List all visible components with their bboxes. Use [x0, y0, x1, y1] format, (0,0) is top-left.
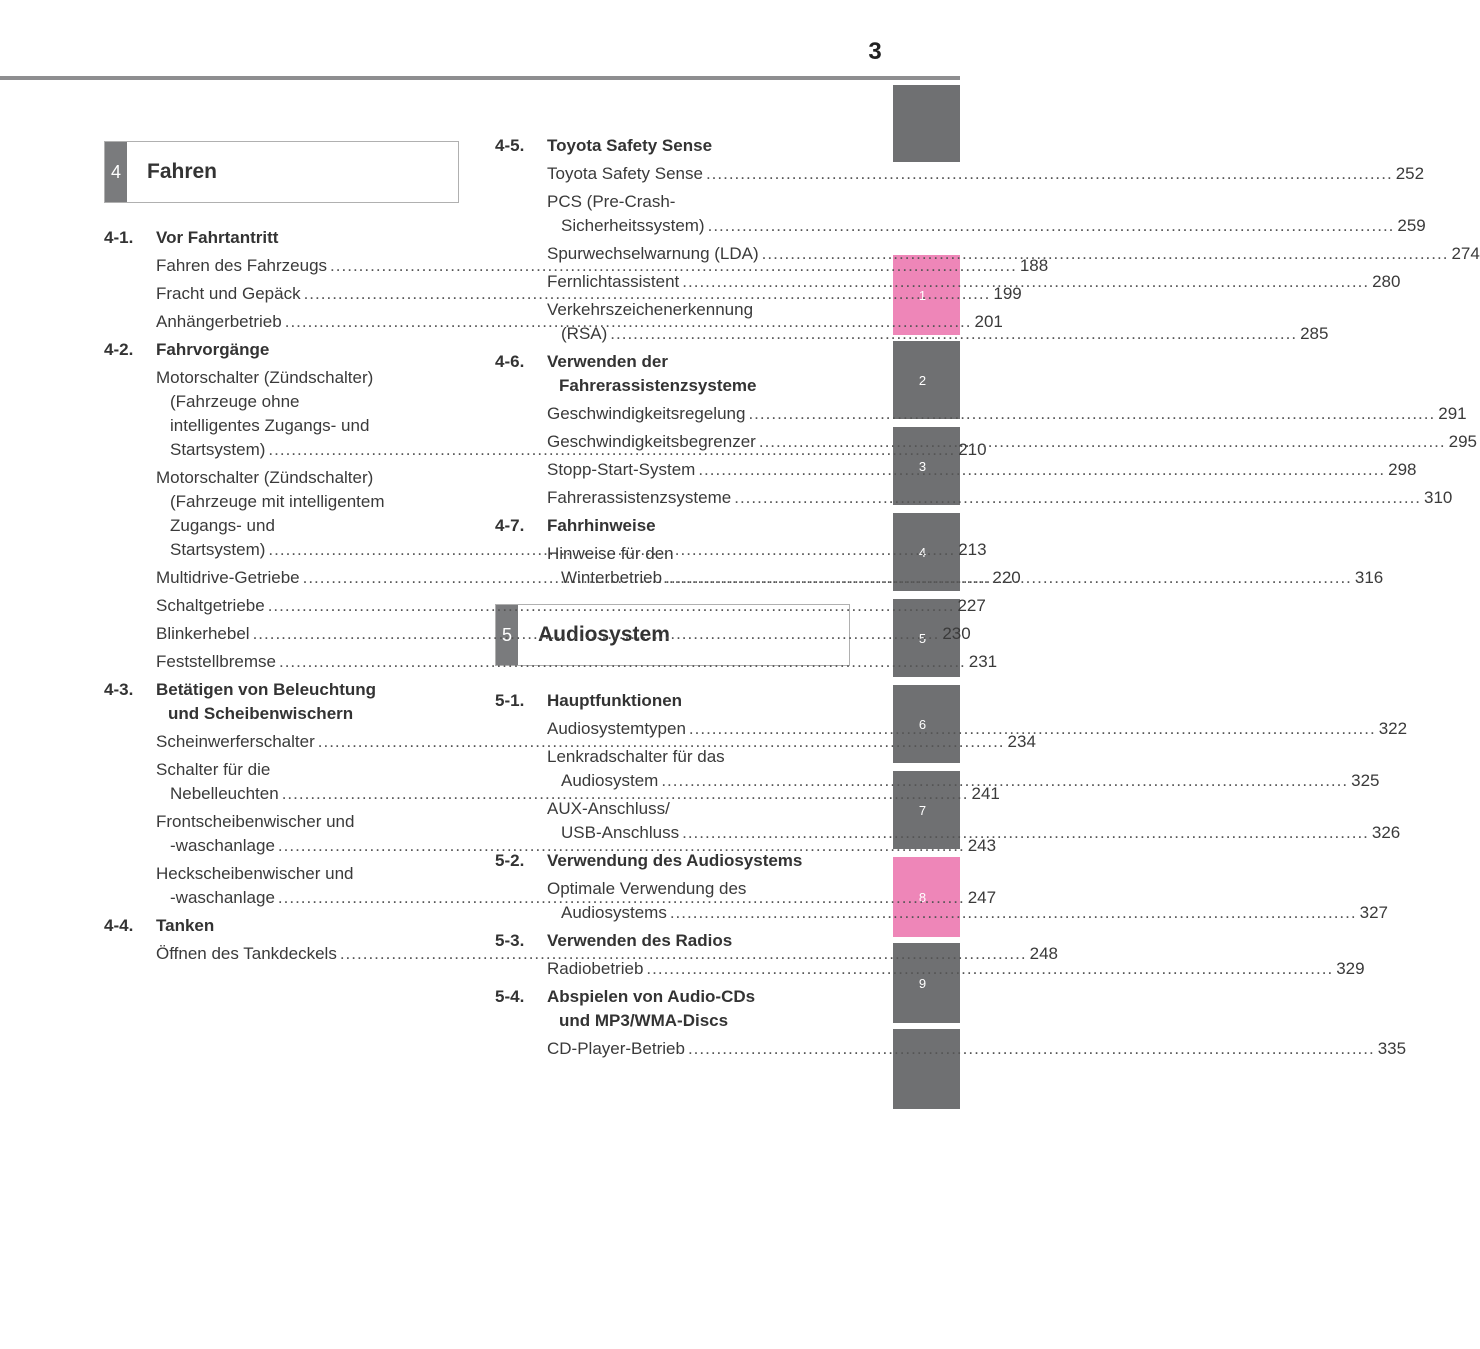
toc-page-number: 316	[1354, 568, 1384, 587]
toc-entry[interactable]	[547, 402, 1467, 426]
toc-section-number: 5-2.	[495, 851, 525, 870]
toc-page-number: 230	[942, 624, 971, 643]
page-number: 3	[868, 38, 882, 65]
toc-section-title-line: Vor Fahrtantritt	[156, 228, 279, 247]
toc-entry-text: Schalter für die	[156, 760, 271, 779]
chapter-4-title: Fahren	[147, 160, 218, 183]
toc-entry-text: Audiosystems	[561, 903, 667, 922]
toc-page-number: 285	[1300, 324, 1329, 343]
toc-section-title-line: Hauptfunktionen	[547, 691, 683, 710]
toc-section-title-line: Fahrerassistenzsysteme	[559, 376, 757, 395]
toc-section-number: 4-5.	[495, 136, 525, 155]
toc-entry-text: -waschanlage	[170, 836, 275, 855]
toc-entry[interactable]	[547, 797, 1401, 845]
dot-leader	[688, 1037, 1375, 1061]
toc-entry-text: Fernlichtassistent	[547, 272, 680, 291]
toc-page-number: 252	[1395, 164, 1425, 183]
toc-page-number: 291	[1438, 404, 1467, 423]
toc-entry-text: Frontscheibenwischer und	[156, 812, 355, 831]
toc-entry[interactable]	[547, 745, 1380, 793]
toc-section-title-line: und Scheibenwischern	[168, 704, 354, 723]
toc-entry-text: Optimale Verwendung des	[547, 879, 747, 898]
chapter-tab-label: 4	[918, 544, 927, 560]
toc-entry[interactable]	[547, 190, 1426, 238]
toc-entry-text: (Fahrzeuge ohne	[170, 392, 300, 411]
dot-leader	[748, 402, 1435, 426]
toc-page-number: 227	[957, 596, 986, 615]
toc-section-number: 4-3.	[104, 680, 134, 699]
toc-entry[interactable]	[156, 650, 998, 674]
toc-page-number: 247	[967, 888, 997, 907]
toc-section-number: 5-3.	[495, 931, 525, 950]
toc-entry-text: USB-Anschluss	[561, 823, 680, 842]
toc-entries	[547, 957, 1365, 981]
toc-entry-label	[156, 650, 997, 674]
toc-entry-label	[547, 877, 1388, 925]
toc-page-number: 259	[1397, 216, 1426, 235]
dot-leader	[762, 242, 1449, 266]
toc-entry[interactable]	[156, 730, 1036, 754]
dot-leader	[646, 957, 1333, 981]
toc-entry-text: Anhängerbetrieb	[156, 312, 282, 331]
toc-section-title-line: Abspielen von Audio-CDs	[547, 987, 756, 1006]
toc-section-number: 4-2.	[104, 340, 134, 359]
dot-leader	[253, 622, 940, 646]
toc-entry-text: Nebelleuchten	[170, 784, 279, 803]
toc-page-number: 234	[1007, 732, 1036, 751]
toc-section-title	[156, 914, 214, 938]
toc-entry-label	[547, 542, 1383, 590]
toc-section-title-line: Fahrvorgänge	[156, 340, 270, 359]
toc-page-number: 322	[1378, 719, 1408, 738]
chapter-5-number: 5	[496, 605, 518, 665]
toc-section-title-line: Verwenden der	[547, 352, 668, 371]
chapter-tab-label: 2	[918, 372, 927, 388]
toc-entry-text: Fracht und Gepäck	[156, 284, 301, 303]
toc-entry-text: Stopp-Start-System	[547, 460, 696, 479]
toc-entry-label	[547, 190, 1426, 238]
toc-entry-label	[547, 430, 1477, 454]
toc-entry-text: Hinweise für den	[547, 544, 674, 563]
toc-section-title-line: Verwendung des Audiosystems	[547, 851, 803, 870]
toc-page-number: 280	[1372, 272, 1401, 291]
toc-entry[interactable]	[547, 957, 1365, 981]
toc-page-number: 199	[993, 284, 1022, 303]
toc-entry-text: Radiobetrieb	[547, 959, 644, 978]
chapter-4-number: 4	[105, 142, 127, 202]
dot-leader	[682, 821, 1369, 845]
toc-entry-text: Verkehrszeichenerkennung	[547, 300, 754, 319]
header-rule	[0, 76, 960, 80]
chapter-tab-label: 1	[918, 287, 927, 303]
toc-entry-text: -waschanlage	[170, 888, 275, 907]
chapter-tab-label: 7	[918, 802, 927, 818]
toc-page-number: 241	[971, 784, 1000, 803]
toc-section-heading[interactable]	[104, 338, 446, 362]
toc-section	[495, 985, 1407, 1061]
chapter-tab-blank[interactable]	[893, 85, 960, 162]
toc-entry[interactable]	[547, 458, 1417, 482]
toc-section-number: 4-1.	[104, 228, 134, 247]
toc-entry-text: Schaltgetriebe	[156, 596, 265, 615]
toc-entry-text: Blinkerhebel	[156, 624, 250, 643]
toc-entry-label	[547, 402, 1467, 426]
toc-section-title	[547, 929, 732, 953]
toc-entry-text: (RSA)	[561, 324, 608, 343]
toc-section-heading[interactable]	[495, 350, 837, 398]
dot-leader	[661, 769, 1348, 793]
toc-entry-text: intelligentes Zugangs- und	[170, 416, 370, 435]
toc-section-title	[547, 350, 757, 398]
chapter-5-title: Audiosystem	[538, 623, 670, 646]
toc-entry[interactable]	[156, 254, 1049, 278]
toc-entry-text: CD-Player-Betrieb	[547, 1039, 685, 1058]
toc-entry-text: Winterbetrieb	[561, 568, 663, 587]
toc-section-title	[156, 338, 269, 362]
toc-entry-label	[547, 486, 1452, 510]
toc-page-number: 231	[968, 652, 998, 671]
toc-entry-label	[547, 957, 1365, 981]
dot-leader	[689, 717, 1376, 741]
dot-leader	[708, 214, 1395, 238]
toc-section-title	[156, 226, 278, 250]
toc-entry-text: Heckscheibenwischer und	[156, 864, 354, 883]
toc-section-number: 4-4.	[104, 916, 134, 935]
toc-section-title-line: Tanken	[156, 916, 215, 935]
toc-entry-text: Feststellbremse	[156, 652, 276, 671]
toc-entry[interactable]	[547, 1037, 1407, 1061]
toc-section-title	[547, 514, 656, 538]
toc-entry[interactable]	[547, 717, 1408, 741]
chapter-tab-label: 3	[918, 458, 927, 474]
toc-section-number: 5-4.	[495, 987, 525, 1006]
toc-entry-text: Scheinwerferschalter	[156, 732, 315, 751]
toc-entry-text: Geschwindigkeitsbegrenzer	[547, 432, 756, 451]
toc-entry-label	[547, 458, 1417, 482]
toc-entry-label	[547, 797, 1401, 845]
toc-entry[interactable]	[547, 162, 1425, 186]
toc-section-heading[interactable]	[104, 678, 446, 726]
toc-page-number: 335	[1377, 1039, 1407, 1058]
toc-entry-text: Spurwechselwarnung (LDA)	[547, 244, 759, 263]
toc-entry-label	[547, 1037, 1407, 1061]
toc-entries	[547, 1037, 1407, 1061]
toc-entry[interactable]	[156, 594, 986, 618]
chapter-tab-label: 8	[918, 889, 927, 905]
toc-page-number: 327	[1359, 903, 1388, 922]
toc-section-number: 5-1.	[495, 691, 525, 710]
toc-section-heading[interactable]	[495, 929, 837, 953]
toc-entry-label	[547, 298, 1328, 346]
toc-page-number: 213	[958, 540, 987, 559]
toc-page-number: 248	[1029, 944, 1058, 963]
toc-entry-text: Startsystem)	[170, 540, 266, 559]
toc-entry-text: Zugangs- und	[170, 516, 275, 535]
toc-entries	[156, 942, 1058, 966]
toc-entry-label	[156, 622, 971, 646]
toc-page-number: 326	[1371, 823, 1401, 842]
dot-leader	[682, 270, 1369, 294]
toc-entry-text: Motorschalter (Zündschalter)	[156, 468, 374, 487]
toc-entry-text: Motorschalter (Zündschalter)	[156, 368, 374, 387]
dot-leader	[665, 566, 1352, 590]
toc-section-title	[547, 689, 682, 713]
toc-page-number: 298	[1388, 460, 1417, 479]
toc-section-title	[547, 134, 712, 158]
chapter-tab-label: 6	[918, 716, 927, 732]
toc-entry-label	[547, 745, 1379, 793]
dot-leader	[759, 430, 1446, 454]
dot-leader	[698, 458, 1385, 482]
toc-page-number: 220	[992, 568, 1021, 587]
toc-page-number: 295	[1448, 432, 1477, 451]
toc-entry-text: PCS (Pre-Crash-	[547, 192, 676, 211]
toc-page-number: 329	[1336, 959, 1365, 978]
toc-section-title-line: Verwenden des Radios	[547, 931, 733, 950]
toc-page-number: 201	[974, 312, 1003, 331]
toc-section-title	[547, 849, 802, 873]
dot-leader	[610, 322, 1297, 346]
toc-entry-text: Audiosystem	[561, 771, 659, 790]
toc-entry-text: Sicherheitssystem)	[561, 216, 705, 235]
toc-entry-text: Öffnen des Tankdeckels	[156, 944, 337, 963]
toc-section-number: 4-7.	[495, 516, 525, 535]
toc-entry-text: Toyota Safety Sense	[547, 164, 703, 183]
toc-section-heading[interactable]	[495, 849, 837, 873]
toc-entry-text: Audiosystemtypen	[547, 719, 686, 738]
toc-page-number: 274	[1451, 244, 1480, 263]
dot-leader	[706, 162, 1393, 186]
toc-section-title-line: und MP3/WMA-Discs	[559, 1011, 729, 1030]
chapter-tab-label: 9	[918, 975, 927, 991]
toc-entry[interactable]	[547, 486, 1453, 510]
toc-section-heading[interactable]	[104, 914, 446, 938]
toc-page-number: 210	[958, 440, 987, 459]
toc-entry-label	[156, 594, 986, 618]
toc-page-number: 243	[967, 836, 997, 855]
toc-page-number: 325	[1351, 771, 1380, 790]
toc-entry-label	[547, 242, 1480, 266]
toc-section-title-line: Toyota Safety Sense	[547, 136, 713, 155]
dot-leader	[268, 594, 955, 618]
toc-section-heading[interactable]	[495, 514, 837, 538]
toc-entry[interactable]	[156, 942, 1058, 966]
toc-entry-label	[547, 717, 1407, 741]
toc-entry-text: Geschwindigkeitsregelung	[547, 404, 746, 423]
toc-entry-label	[547, 270, 1400, 294]
toc-section-title	[547, 985, 755, 1033]
toc-entry-text: Fahren des Fahrzeugs	[156, 256, 328, 275]
chapter-tab-label: 5	[918, 630, 927, 646]
toc-entry-text: Lenkradschalter für das	[547, 747, 725, 766]
toc-page-number: 310	[1424, 488, 1453, 507]
toc-entry[interactable]	[156, 282, 1022, 306]
toc-section-heading[interactable]	[495, 689, 837, 713]
toc-section-title-line: Fahrhinweise	[547, 516, 656, 535]
toc-page-number: 188	[1019, 256, 1049, 275]
toc-section-heading[interactable]	[495, 985, 837, 1033]
toc-entry-text: Multidrive-Getriebe	[156, 568, 300, 587]
toc-entry-text: Fahrerassistenzsysteme	[547, 488, 732, 507]
toc-entry-text: Startsystem)	[170, 440, 266, 459]
toc-entry-label	[547, 162, 1425, 186]
chapter-4-header	[104, 141, 459, 203]
toc-section-heading[interactable]	[495, 134, 837, 158]
toc-section-title-line: Betätigen von Beleuchtung	[156, 680, 377, 699]
toc-section-number: 4-6.	[495, 352, 525, 371]
dot-leader	[734, 486, 1421, 510]
toc-entry-text: AUX-Anschluss/	[547, 799, 670, 818]
toc-section-heading[interactable]	[104, 226, 446, 250]
toc-entry-text: (Fahrzeuge mit intelligentem	[170, 492, 385, 511]
dot-leader	[670, 901, 1357, 925]
dot-leader	[279, 650, 966, 674]
toc-section-title	[156, 678, 376, 726]
